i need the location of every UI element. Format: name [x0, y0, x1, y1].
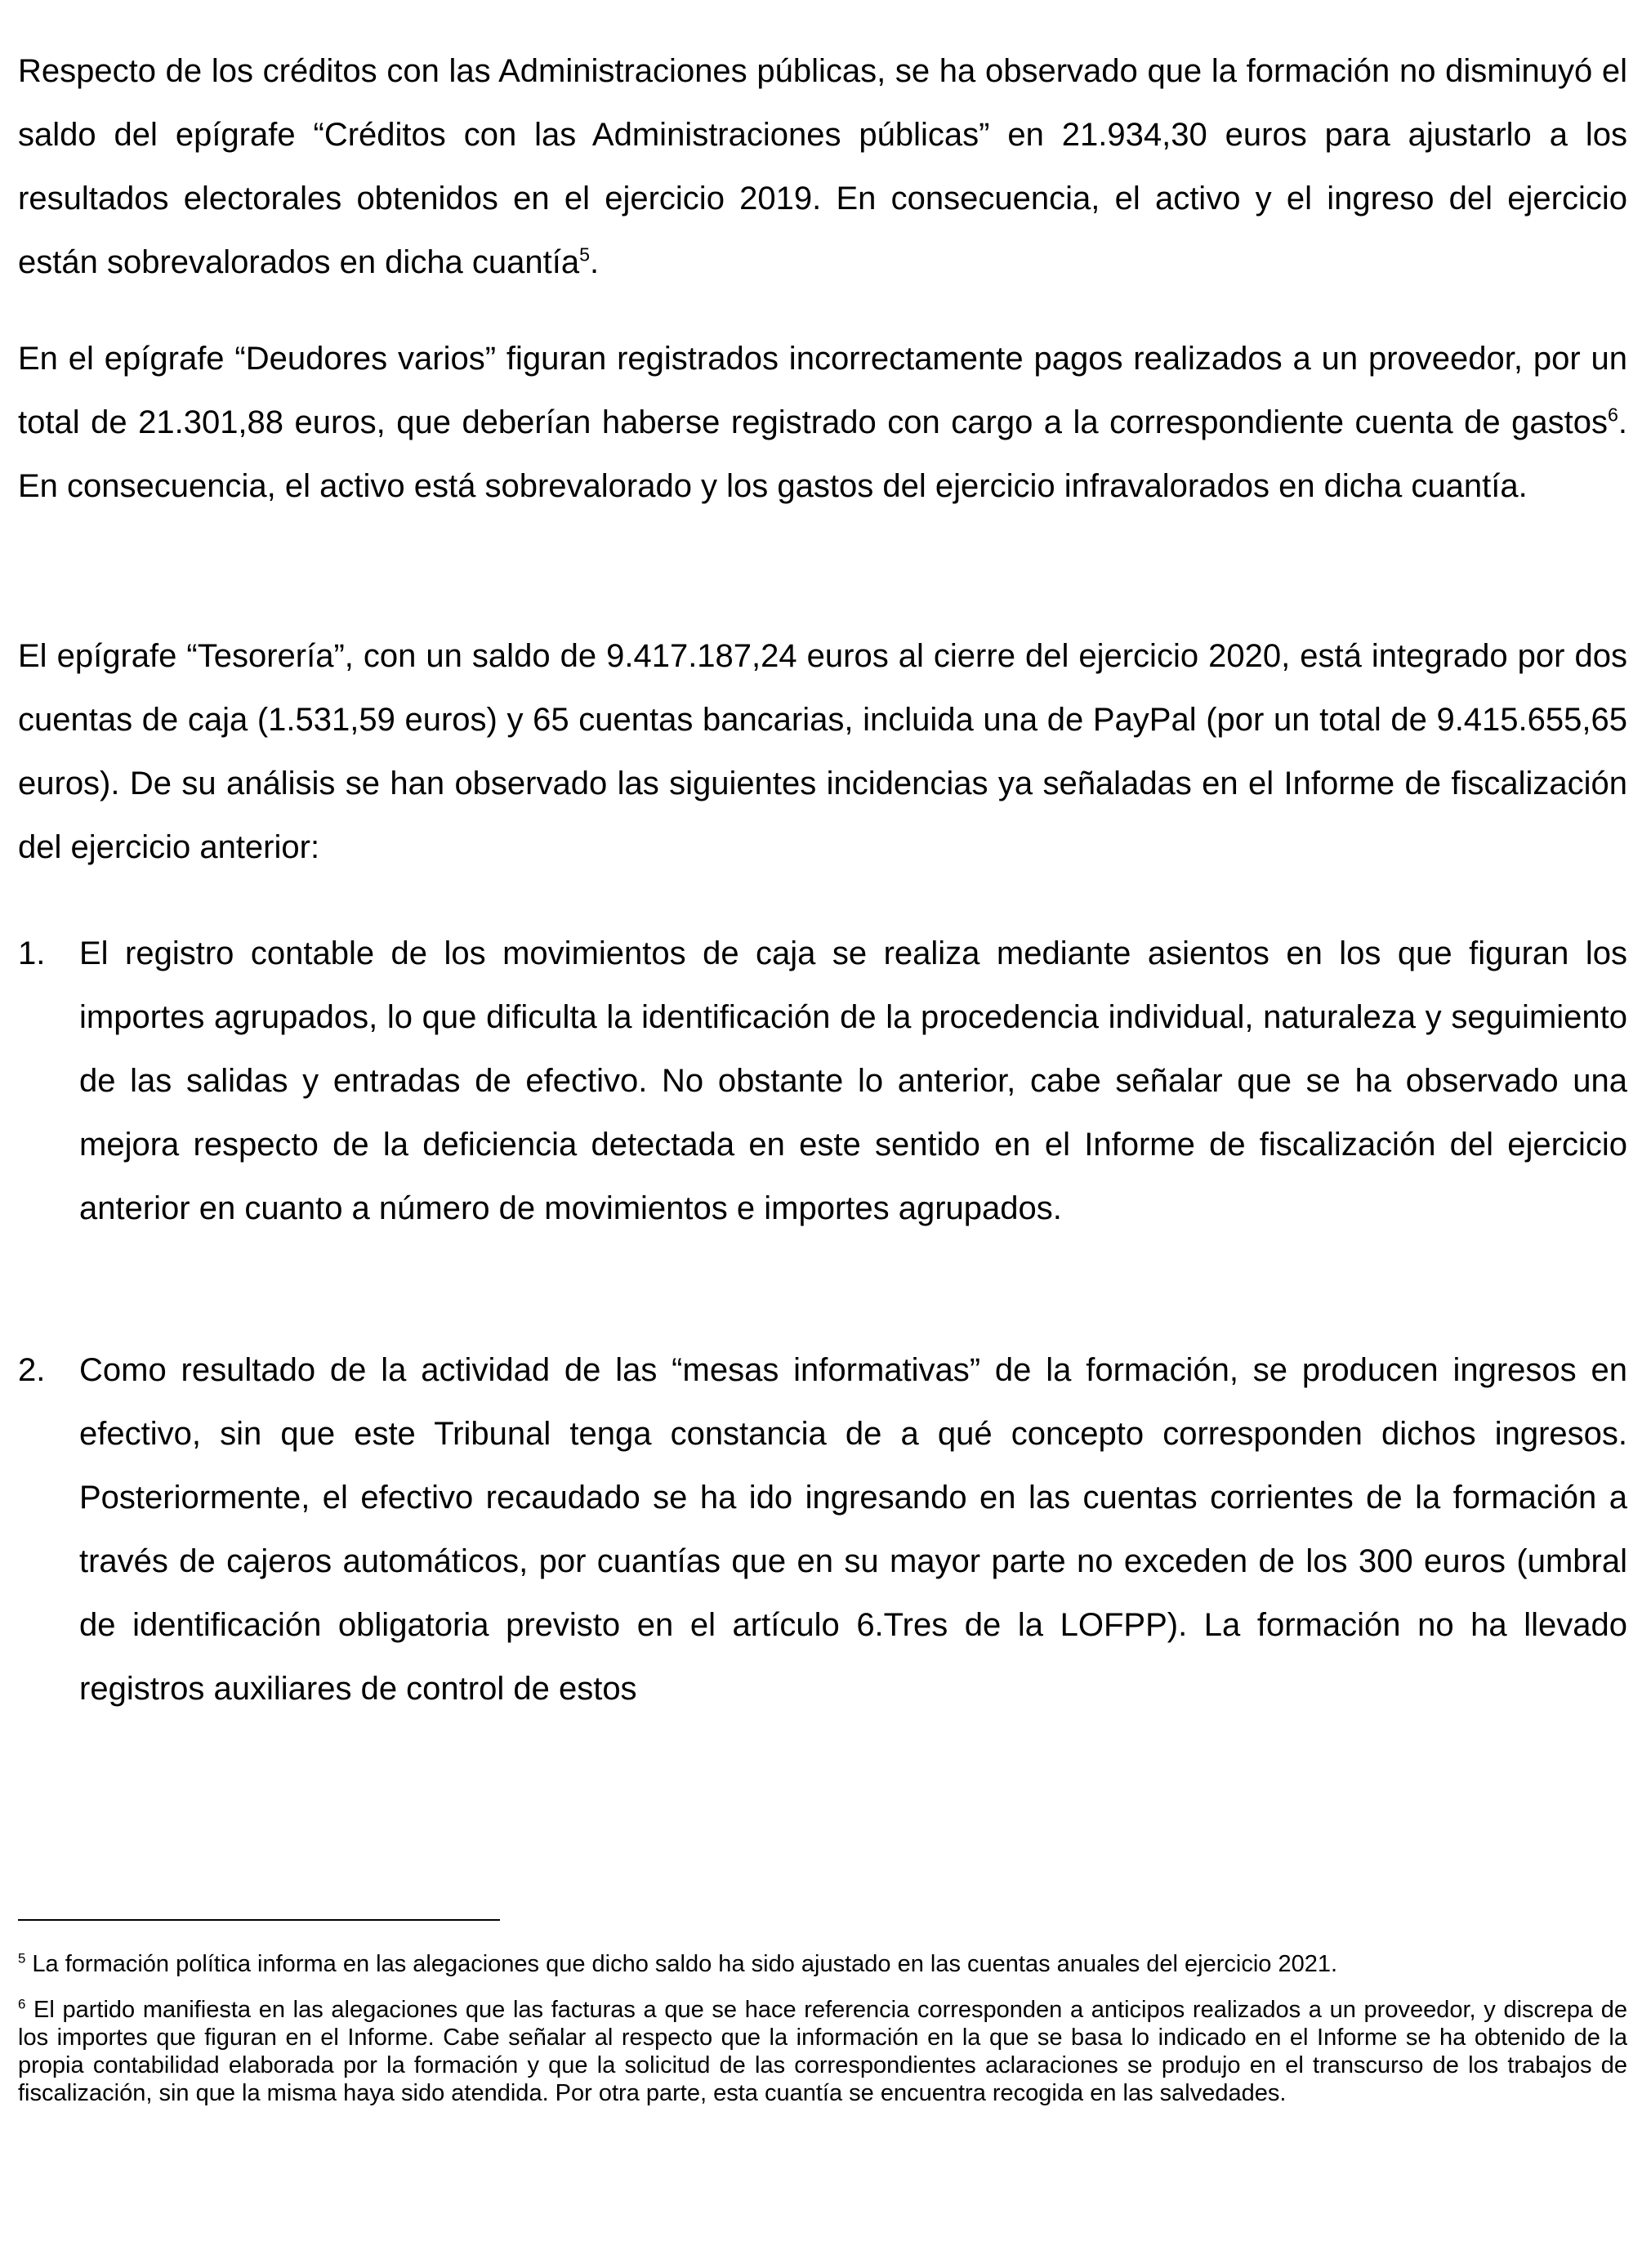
paragraph-deudores-varios	[18, 327, 1627, 518]
footnote-reference-5: 5	[579, 243, 591, 266]
paragraph-text: Respecto de los créditos con las Administraciones públicas, se ha observado que la formación no disminuyó el saldo del epígrafe “Créditos con las Administraciones públicas” en 21.934,30 euros para ajustarlo a los resultados electorales obtenidos en el ejercicio 2019. En consecuencia, el activo y el ingreso del ejercicio están sobrevalorados en dicha cuantía	[18, 53, 1627, 280]
paragraph-tesoreria	[18, 624, 1627, 879]
footnote-reference-6: 6	[1607, 404, 1618, 426]
list-item-text: Como resultado de la actividad de las “mesas informativas” de la formación, se producen ingresos en efectivo, sin que este Tribunal tenga constancia de a qué concepto corresponden dichos ingresos. Posteriormente, el efectivo recaudado se ha ido ingresando en las cuentas corrientes de la formación a través de cajeros automáticos, por cuantías que en su mayor parte no exceden de los 300 euros (umbral de identificación obligatoria previsto en el artículo 6.Tres de la LOFPP). La formación no ha llevado registros auxiliares de control de estos	[79, 1352, 1627, 1707]
paragraph-text: En el epígrafe “Deudores varios” figuran registrados incorrectamente pagos realizados a un proveedor, por un total de 21.301,88 euros, que deberían haberse registrado con cargo a la correspondiente cuenta de gastos	[18, 341, 1627, 440]
footnote-text: La formación política informa en las alegaciones que dicho saldo ha sido ajustado en las cuentas anuales del ejercicio 2021.	[25, 1951, 1338, 1977]
list-item-number: 1.	[18, 935, 46, 971]
footnote-separator	[18, 1919, 500, 1921]
footnote-6	[18, 1996, 1627, 2107]
paragraph-text-end: .	[590, 244, 600, 280]
footnote-marker: 6	[18, 1996, 26, 2012]
list-item	[18, 922, 1627, 1240]
paragraph-text: El epígrafe “Tesorería”, con un saldo de 9.417.187,24 euros al cierre del ejercicio 2020, está integrado por dos cuentas de caja (1.531,59 euros) y 65 cuentas bancarias, incluida una de PayPal (por un total de 9.415.655,65 euros). De su análisis se han observado las siguientes incidencias ya señaladas en el Informe de fiscalización del ejercicio anterior:	[18, 638, 1627, 865]
list-item-text: El registro contable de los movimientos de caja se realiza mediante asientos en los que figuran los importes agrupados, lo que dificulta la identificación de la procedencia individual, naturaleza y seguimiento de las salidas y entradas de efectivo. No obstante lo anterior, cabe señalar que se ha observado una mejora respecto de la deficiencia detectada en este sentido en el Informe de fiscalización del ejercicio anterior en cuanto a número de movimientos e importes agrupados.	[79, 935, 1627, 1226]
footnote-5	[18, 1950, 1627, 1978]
list-item-number: 2.	[18, 1352, 46, 1388]
footnote-text: El partido manifiesta en las alegaciones que las facturas a que se hace referencia corresponden a anticipos realizados a un proveedor, y discrepa de los importes que figuran en el Informe. Cabe señalar al respecto que la información en la que se basa lo indicado en el Informe se ha obtenido de la propia contabilidad elaborada por la formación y que la solicitud de las correspondientes aclaraciones se produjo en el transcurso de los trabajos de fiscalización, sin que la misma haya sido atendida. Por otra parte, esta cuantía se encuentra recogida en las salvedades.	[18, 1997, 1627, 2106]
footnote-marker: 5	[18, 1950, 26, 1967]
paragraph-creditos-administraciones	[18, 39, 1627, 294]
list-item	[18, 1338, 1627, 1721]
paragraph-text-end: . En consecuencia, el activo está sobrevalorado y los gastos del ejercicio infravalorados en dicha cuantía.	[18, 404, 1627, 504]
